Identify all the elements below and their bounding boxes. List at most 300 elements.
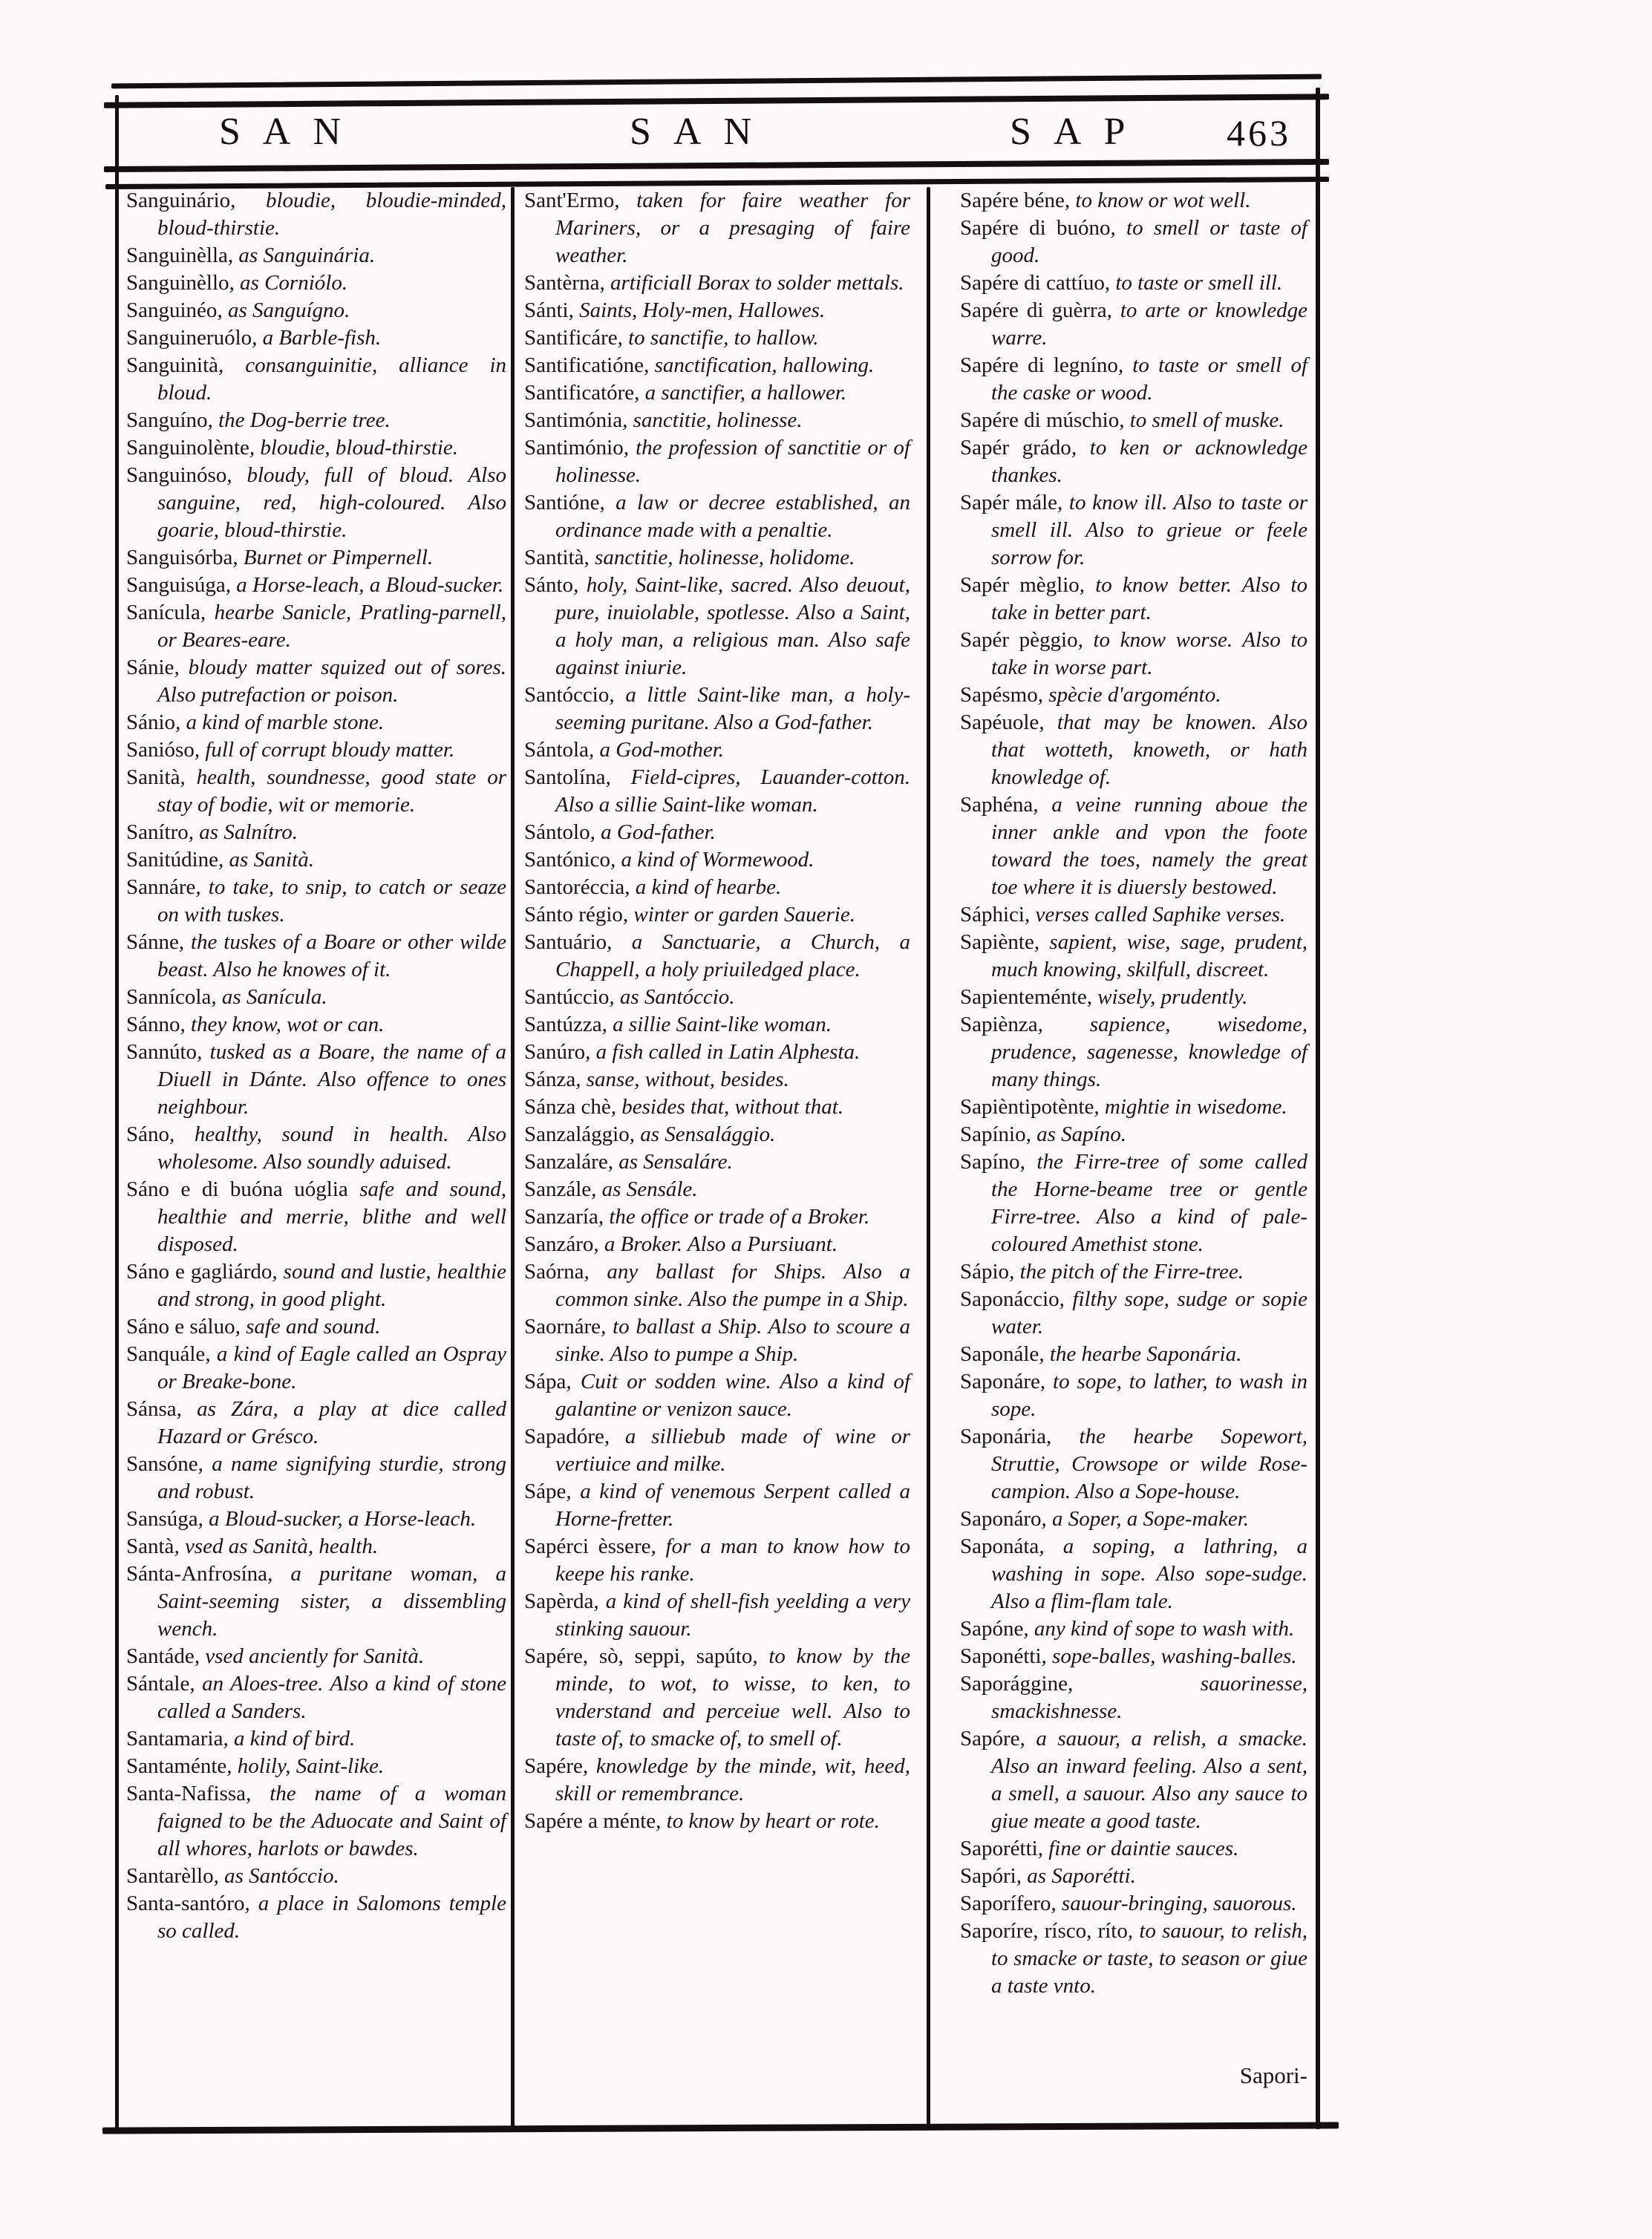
definition: , a law or decree established, an ordinance made with a penaltie. — [555, 491, 910, 542]
definition: , a name signifying sturdie, strong and robust. — [157, 1452, 506, 1503]
dictionary-entry — [960, 215, 1307, 269]
dictionary-entry — [524, 846, 910, 874]
dictionary-entry — [960, 1863, 1307, 1890]
definition: , a kind of bird. — [223, 1727, 356, 1751]
headword: Saporíre, rísco, ríto — [960, 1919, 1128, 1943]
headword: Sanióso — [126, 738, 195, 762]
headword: Santà — [126, 1534, 174, 1558]
dictionary-entry — [524, 1066, 910, 1094]
headword: Sapièntipotènte — [960, 1095, 1094, 1119]
definition: , a kind of venemous Serpent called a Horne-fretter. — [555, 1480, 910, 1531]
headword: Saponáre — [960, 1370, 1040, 1393]
dictionary-entry — [524, 1231, 910, 1258]
definition: , filthy sope, sudge or sopie water. — [991, 1287, 1307, 1339]
definition: , Burnet or Pimpernell. — [232, 546, 434, 569]
definition: , any ballast for Ships. Also a common sinke. Also the pumpe in a Ship. — [555, 1260, 910, 1311]
dictionary-entry — [960, 352, 1307, 407]
definition: , to sauour, to relish, to smacke or taste, to season or giue a taste vnto. — [991, 1919, 1307, 1998]
headword: Sánne — [126, 930, 179, 954]
definition: , bloudy, full of bloud. Also sanguine, red, high-coloured. Also goarie, bloud-thirstie. — [157, 463, 506, 542]
headword: Santónico — [524, 848, 610, 872]
definition: , as Sensaláre. — [607, 1150, 733, 1174]
headword: Sanzaláre — [524, 1150, 608, 1174]
dictionary-entry — [960, 709, 1307, 791]
headword: Sanguinità — [126, 353, 219, 377]
dictionary-entry — [524, 1094, 910, 1121]
headword: Sanitúdine — [126, 848, 219, 872]
definition: , sanctitie, holinesse, holidome. — [584, 546, 855, 569]
headword: Sáno e sáluo — [126, 1315, 235, 1339]
dictionary-entry — [524, 1039, 910, 1066]
dictionary-entry — [126, 1753, 506, 1780]
definition: , vsed anciently for Sanità. — [194, 1644, 425, 1668]
dictionary-entry — [126, 984, 506, 1011]
definition: , a kind of hearbe. — [624, 875, 782, 899]
definition: , to know by heart or rote. — [656, 1809, 880, 1833]
headword: Saporífero — [960, 1892, 1051, 1915]
dictionary-entry — [960, 627, 1307, 681]
definition: , a God-mother. — [589, 738, 725, 762]
headword: Santáde — [126, 1644, 195, 1668]
headword: Sanícula — [126, 601, 200, 624]
dictionary-entry — [524, 489, 910, 544]
definition: , verses called Saphike verses. — [1025, 903, 1286, 926]
definition: , safe and sound. — [235, 1315, 381, 1339]
headword: Sansúga — [126, 1507, 198, 1531]
definition: , as Sensále. — [591, 1177, 698, 1201]
dictionary-entry — [126, 1313, 506, 1341]
dictionary-column-1 — [126, 187, 506, 1945]
dictionary-entry — [960, 1423, 1307, 1506]
headword: Sánza chè — [524, 1095, 611, 1119]
dictionary-entry — [126, 242, 506, 269]
headword: Saponáccio — [960, 1287, 1060, 1311]
running-head-center: SAN — [630, 111, 774, 153]
dictionary-entry — [126, 1780, 506, 1863]
dictionary-entry — [126, 846, 506, 874]
definition: , winter or garden Sauerie. — [622, 903, 855, 926]
definition: , as Saporétti. — [1016, 1864, 1136, 1888]
definition: , a place in Salomons temple so called. — [157, 1892, 506, 1943]
running-head — [0, 110, 1652, 162]
dictionary-entry — [524, 379, 910, 407]
headword: Sanguisórba — [126, 546, 233, 569]
definition: , sauour-bringing, sauorous. — [1051, 1892, 1297, 1915]
definition: , for a man to know how to keepe his ranke. — [555, 1534, 910, 1586]
headword: Sapére a ménte — [524, 1809, 656, 1833]
headword: Sanquále — [126, 1342, 206, 1366]
definition: , to ballast a Ship. Also to scoure a sinke. Also to pumpe a Ship. — [555, 1315, 910, 1366]
definition: , any kind of sope to wash with. — [1023, 1617, 1295, 1641]
headword: Santoréccia — [524, 875, 625, 899]
definition: , as Sanità. — [218, 848, 314, 872]
dictionary-entry — [126, 187, 506, 242]
headword: Sapóri — [960, 1864, 1016, 1888]
dictionary-entry — [960, 1258, 1307, 1286]
definition: , as Sanguinária. — [227, 243, 376, 267]
definition: , hearbe Sanicle, Pratling-parnell, or Beares-eare. — [157, 601, 506, 652]
definition: , bloudie, bloudie-minded, bloud-thirstie. — [157, 189, 506, 240]
dictionary-entry — [524, 544, 910, 572]
headword: Santúccio — [524, 985, 610, 1009]
dictionary-entry — [960, 1094, 1307, 1121]
dictionary-entry — [126, 1121, 506, 1176]
dictionary-entry — [126, 407, 506, 434]
definition: , as Sanícula. — [211, 985, 327, 1009]
dictionary-entry — [126, 1258, 506, 1313]
dictionary-entry — [524, 407, 910, 434]
page-number: 463 — [1227, 112, 1291, 154]
dictionary-entry — [126, 819, 506, 846]
headword: Sanguinéo — [126, 298, 218, 322]
dictionary-entry — [524, 1753, 910, 1808]
headword: Santóccio — [524, 683, 610, 707]
headword: Santificatióne — [524, 353, 644, 377]
definition: , bloudy matter squized out of sores. Also putrefaction or poison. — [157, 656, 506, 707]
definition: , a fish called in Latin Alphesta. — [585, 1040, 861, 1064]
headword: Saporétti — [960, 1837, 1038, 1860]
dictionary-entry — [126, 1890, 506, 1945]
definition: , to know better. Also to take in better part. — [991, 573, 1307, 624]
headword: Sanzáro — [524, 1232, 594, 1256]
dictionary-entry — [524, 764, 910, 819]
headword: Sápe — [524, 1480, 567, 1503]
left-border-rule — [115, 95, 119, 2131]
definition: , to know or wot well. — [1064, 189, 1251, 212]
dictionary-entry — [126, 572, 506, 599]
dictionary-entry — [126, 1670, 506, 1725]
dictionary-entry — [524, 352, 910, 379]
headword: Sanzále — [524, 1177, 592, 1201]
dictionary-entry — [960, 1835, 1307, 1863]
headword: Saponále — [960, 1342, 1039, 1366]
dictionary-entry — [126, 764, 506, 819]
headword: Sánza — [524, 1068, 576, 1091]
headword: Sapienteménte — [960, 985, 1087, 1009]
headword: Santamaria — [126, 1727, 223, 1751]
headword: Sanguineruólo — [126, 326, 252, 350]
definition: , a sillie Saint-like woman. — [601, 1013, 832, 1036]
definition: , the Firre-tree of some called the Horne-beame tree or gentle Firre-tree. Also a kind of pale-coloured Amethist stone. — [991, 1150, 1307, 1256]
definition: , Field-cipres, Lauander-cotton. Also a sillie Saint-like woman. — [555, 765, 910, 817]
dictionary-entry — [960, 1890, 1307, 1918]
headword: Sannúto — [126, 1040, 197, 1064]
definition: , sauorinesse, smackishnesse. — [991, 1672, 1307, 1723]
definition: , mightie in wisedome. — [1094, 1095, 1287, 1119]
dictionary-entry — [524, 1643, 910, 1753]
headword: Saponáta — [960, 1534, 1039, 1558]
dictionary-entry — [126, 1533, 506, 1560]
headword: Sapérci èssere — [524, 1534, 651, 1558]
headword: Santificáre — [524, 326, 618, 350]
dictionary-entry — [960, 187, 1307, 215]
dictionary-entry — [126, 1560, 506, 1643]
bottom-border-rule — [102, 2122, 1339, 2134]
definition: , the hearbe Sopewort, Struttie, Crowsope or wilde Rose-campion. Also a Sope-house. — [991, 1425, 1307, 1503]
definition: , to ken or acknowledge thankes. — [991, 436, 1307, 487]
dictionary-entry — [524, 901, 910, 929]
column-separator-2 — [927, 187, 930, 2126]
definition: , healthy, sound in health. Also wholesome. Also soundly aduised. — [157, 1122, 506, 1174]
definition: , taken for faire weather for Mariners, or a presaging of faire weather. — [555, 189, 910, 267]
definition: , the office or trade of a Broker. — [598, 1205, 870, 1229]
headword: Sapére di buóno — [960, 216, 1111, 240]
dictionary-entry — [524, 1478, 910, 1533]
definition: , the tuskes of a Boare or other wilde beast. Also he knowes of it. — [157, 930, 506, 981]
dictionary-entry — [126, 544, 506, 572]
headword: Saphéna — [960, 793, 1034, 817]
dictionary-entry — [960, 1615, 1307, 1643]
definition: , as Salnítro. — [188, 820, 298, 844]
headword: Sápa — [524, 1370, 567, 1393]
headword: Santióne — [524, 491, 600, 514]
dictionary-entry — [524, 1176, 910, 1203]
headword: Santèrna — [524, 271, 600, 295]
headword: Sapére — [524, 1754, 583, 1778]
definition: , a Sanctuarie, a Church, a Chappell, a holy priuiledged place. — [555, 930, 910, 981]
dictionary-entry — [126, 1725, 506, 1753]
definition: , a sanctifier, a hallower. — [634, 381, 847, 405]
headword: Saponáro — [960, 1507, 1042, 1531]
headword: Santa-Nafissa — [126, 1782, 247, 1805]
definition: , to smell of muske. — [1119, 408, 1284, 432]
headword: Santaménte — [126, 1754, 227, 1778]
definition: , a Broker. Also a Pursiuant. — [593, 1232, 838, 1256]
definition: , Cuit or sodden wine. Also a kind of galantine or venizon sauce. — [555, 1370, 910, 1421]
dictionary-entry — [126, 434, 506, 462]
definition: , to take, to snip, to catch or seaze on with tuskes. — [157, 875, 506, 926]
dictionary-entry — [524, 1148, 910, 1176]
headword: Sapadóre — [524, 1425, 604, 1448]
dictionary-entry — [960, 1286, 1307, 1341]
definition: , to know ill. Also to taste or smell ill. Also to grieue or feele sorrow for. — [991, 491, 1307, 569]
definition: , besides that, without that. — [610, 1095, 844, 1119]
headword: Sáphici — [960, 903, 1025, 926]
headword: Sapér mále — [960, 491, 1058, 514]
dictionary-entry — [524, 1808, 910, 1835]
catchword: Sapori- — [1239, 2062, 1307, 2088]
headword: Sáno e gagliárdo — [126, 1260, 272, 1284]
definition: , sanctitie, holinesse. — [622, 408, 803, 432]
headword: Sánti — [524, 298, 569, 322]
headword: Sapér pèggio — [960, 628, 1078, 652]
headword: Sanguinário — [126, 189, 231, 212]
dictionary-entry — [126, 709, 506, 736]
dictionary-entry — [126, 269, 506, 297]
dictionary-entry — [960, 1725, 1307, 1835]
definition: , bloudie, bloud-thirstie. — [249, 436, 459, 460]
dictionary-entry — [524, 1258, 910, 1313]
headword: Sapére, sò, seppi, sapúto — [524, 1644, 753, 1668]
dictionary-entry — [524, 1533, 910, 1588]
definition: , the profession of sanctitie or of holinesse. — [555, 436, 910, 487]
definition: , a Barble-fish. — [252, 326, 382, 350]
definition: , a sauour, a relish, a smacke. Also an inward feeling. Also a sent, a smell, a sauour. Also any sauce to giue meate a good taste. — [991, 1727, 1307, 1833]
dictionary-entry — [960, 1011, 1307, 1094]
dictionary-entry — [126, 1039, 506, 1121]
definition: , holy, Saint-like, sacred. Also deuout, pure, inuiolable, spotlesse. Also a Saint, a holy man, a religious man. Also safe against iniurie. — [555, 573, 910, 679]
headword: Santimónio — [524, 436, 624, 460]
headword: Sapíno — [960, 1150, 1020, 1174]
dictionary-entry — [126, 1341, 506, 1396]
headword: Sáno — [126, 1122, 169, 1146]
headword: Santúzza — [524, 1013, 602, 1036]
definition: , a kind of Eagle called an Ospray or Breake-bone. — [157, 1342, 506, 1393]
headword: Sapóne — [960, 1617, 1024, 1641]
headword: Sánno — [126, 1013, 180, 1036]
definition: safe and sound, healthie and merrie, blithe and well disposed. — [157, 1177, 506, 1256]
definition: , the name of a woman faigned to be the Aduocate and Saint of all whores, harlots or bawdes. — [157, 1782, 506, 1860]
headword: Sanguinèlla — [126, 243, 228, 267]
headword: Sapére di guèrra — [960, 298, 1107, 322]
dictionary-entry — [960, 572, 1307, 627]
headword: Sánto — [524, 573, 574, 597]
headword: Sanguisúga — [126, 573, 226, 597]
definition: , to sope, to lather, to wash in sope. — [991, 1370, 1307, 1421]
dictionary-entry — [524, 269, 910, 297]
definition: , to smell or taste of good. — [991, 216, 1307, 267]
definition: , sound and lustie, healthie and strong, in good plight. — [157, 1260, 507, 1311]
dictionary-entry — [524, 819, 910, 846]
dictionary-entry — [524, 1368, 910, 1423]
headword: Sánio — [126, 710, 176, 734]
headword: Sápio — [960, 1260, 1010, 1284]
definition: , spècie d'argoménto. — [1037, 683, 1221, 707]
top-border-rule-outer — [111, 74, 1322, 89]
definition: , a kind of Wormewood. — [610, 848, 814, 872]
headword: Saornáre — [524, 1315, 601, 1339]
definition: , as Santóccio. — [213, 1864, 339, 1888]
definition: , the hearbe Saponária. — [1039, 1342, 1242, 1366]
definition: , Saints, Holy-men, Hallowes. — [568, 298, 826, 322]
definition: , a Soper, a Sope-maker. — [1041, 1507, 1250, 1531]
headword: Sanguíno — [126, 408, 208, 432]
headword: Santa-santóro — [126, 1892, 245, 1915]
definition: , sope-balles, washing-balles. — [1041, 1644, 1297, 1668]
definition: , a silliebub made of wine or vertiuice and milke. — [555, 1425, 910, 1476]
definition: , sapient, wise, sage, prudent, much knowing, skilfull, discreet. — [991, 930, 1307, 981]
headword: Santarèllo — [126, 1864, 214, 1888]
dictionary-entry — [524, 1203, 910, 1231]
definition: , a veine running aboue the inner ankle and vpon the foote toward the toes, namely the great toe where it is diuersly bestowed. — [991, 793, 1307, 899]
headword: Sánie — [126, 656, 174, 679]
definition: , a little Saint-like man, a holy-seeming puritane. Also a God-father. — [555, 683, 910, 734]
definition: , a God-father. — [590, 820, 716, 844]
dictionary-entry — [524, 1588, 910, 1643]
headword: Santimónia — [524, 408, 623, 432]
dictionary-entry — [126, 1011, 506, 1039]
headword: Santità — [524, 546, 584, 569]
definition: , the Dog-berrie tree. — [207, 408, 391, 432]
definition: , a kind of shell-fish yeelding a very stinking sauour. — [555, 1589, 910, 1641]
headword: Sapínio — [960, 1122, 1026, 1146]
definition: , to taste or smell ill. — [1104, 271, 1283, 295]
headword: Santuário — [524, 930, 607, 954]
dictionary-entry — [524, 297, 910, 324]
definition: , that may be knowen. Also that wotteth, knoweth, or hath knowledge of. — [991, 710, 1307, 789]
headword: Saporággine — [960, 1672, 1068, 1696]
definition: , as Zára, a play at dice called Hazard or Grésco. — [157, 1397, 506, 1448]
headword: Sanguinóso — [126, 463, 227, 487]
dictionary-entry — [960, 1918, 1307, 2000]
dictionary-entry — [126, 462, 506, 544]
headword: Sántolo — [524, 820, 590, 844]
definition: , to taste or smell of the caske or wood. — [991, 353, 1307, 405]
headword: Sanúro — [524, 1040, 586, 1064]
headword: Sapóre — [960, 1727, 1020, 1751]
column-separator-1 — [511, 187, 515, 2128]
headword: Sapére di múschio — [960, 408, 1120, 432]
definition: , sanse, without, besides. — [575, 1068, 789, 1091]
headword: Sanguinolènte — [126, 436, 249, 460]
definition: , a soping, a lathring, a washing in sope. Also sope-sudge. Also a flim-flam tale. — [991, 1534, 1307, 1613]
dictionary-entry — [524, 736, 910, 764]
dictionary-entry — [960, 1368, 1307, 1423]
definition: , to know worse. Also to take in worse part. — [991, 628, 1307, 679]
definition: , as Sapíno. — [1025, 1122, 1126, 1146]
headword: Sántale — [126, 1672, 190, 1696]
definition: , holily, Saint-like. — [226, 1754, 385, 1778]
dictionary-entry — [524, 1423, 910, 1478]
headword: Sanguinèllo — [126, 271, 229, 295]
dictionary-entry — [126, 599, 506, 654]
dictionary-column-2 — [524, 187, 910, 1835]
definition: , a kind of marble stone. — [175, 710, 385, 734]
definition: , health, soundnesse, good state or stay of bodie, wit or memorie. — [157, 765, 506, 817]
headword: Sapér mèglio — [960, 573, 1080, 597]
headword: Sapéuole — [960, 710, 1039, 734]
dictionary-entry — [524, 874, 910, 901]
dictionary-entry — [126, 324, 506, 352]
headword: Sánto régio — [524, 903, 623, 926]
dictionary-entry — [524, 434, 910, 489]
definition: , as Sensalággio. — [629, 1122, 776, 1146]
headword: Sannáre — [126, 875, 196, 899]
dictionary-entry — [524, 1313, 910, 1368]
dictionary-entry — [960, 489, 1307, 572]
dictionary-entry — [960, 1121, 1307, 1148]
dictionary-entry — [960, 1148, 1307, 1258]
definition: , full of corrupt bloudy matter. — [194, 738, 455, 762]
definition: , the pitch of the Firre-tree. — [1009, 1260, 1244, 1284]
dictionary-entry — [126, 736, 506, 764]
dictionary-entry — [960, 1670, 1307, 1725]
definition: , knowledge by the minde, wit, heed, skill or remembrance. — [555, 1754, 910, 1805]
dictionary-entry — [960, 434, 1307, 489]
headword: Sant'Ermo — [524, 189, 615, 212]
definition: , to sanctifie, to hallow. — [617, 326, 819, 350]
headword: Saórna — [524, 1260, 584, 1284]
headword: Sapèrda — [524, 1589, 594, 1613]
definition: , consanguinitie, alliance in bloud. — [157, 353, 506, 405]
definition: , fine or daintie sauces. — [1037, 1837, 1239, 1860]
headword: Saponétti — [960, 1644, 1042, 1668]
definition: , a Horse-leach, a Bloud-sucker. — [225, 573, 504, 597]
dictionary-entry — [960, 407, 1307, 434]
dictionary-entry — [126, 1396, 506, 1451]
headword: Sántola — [524, 738, 589, 762]
dictionary-entry — [960, 791, 1307, 901]
definition: , to know by the minde, to wot, to wisse, to ken, to vnderstand and perceiue well. Also to taste of, to smacke of, to smell of. — [555, 1644, 910, 1751]
dictionary-entry — [524, 324, 910, 352]
definition: , as Corniólo. — [229, 271, 348, 295]
right-border-rule — [1316, 88, 1320, 2129]
headword: Sapére di cattíuo — [960, 271, 1105, 295]
headword: Santificatóre — [524, 381, 635, 405]
headword: Sánta-Anfrosína — [126, 1562, 268, 1586]
dictionary-entry — [960, 1533, 1307, 1615]
dictionary-entry — [126, 1863, 506, 1890]
